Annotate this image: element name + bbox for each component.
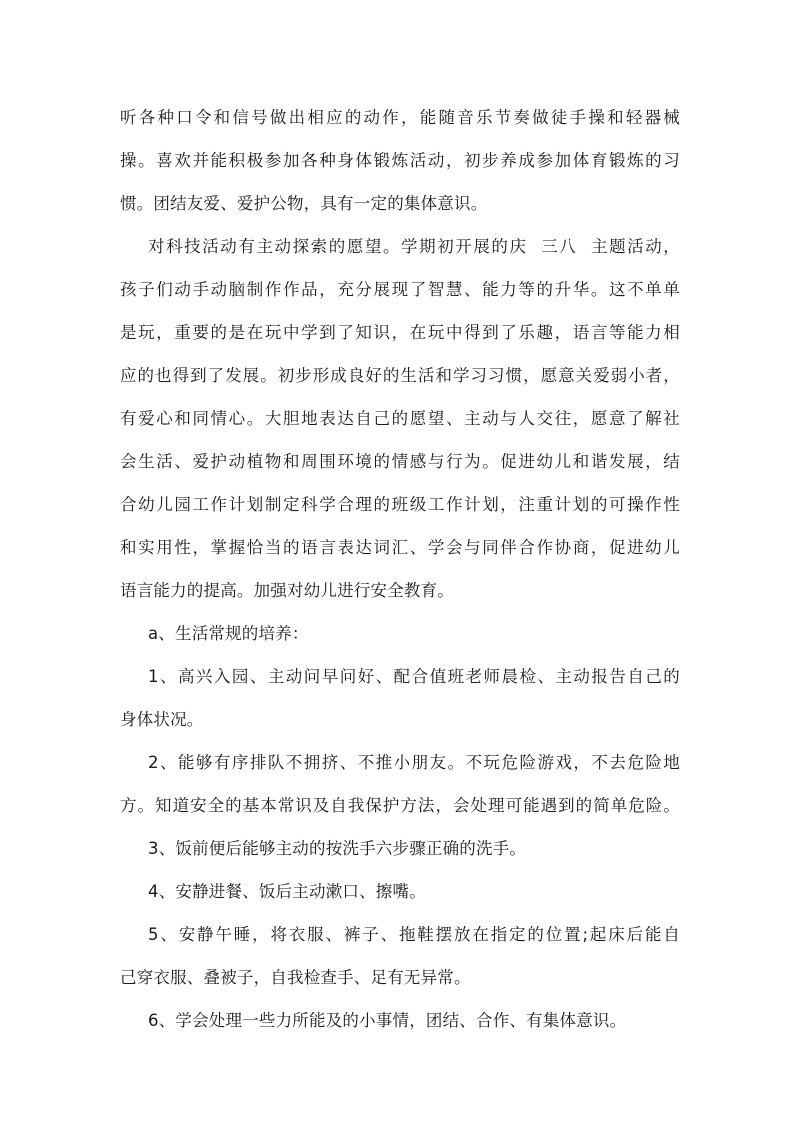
list-item-continuation: 己穿衣服、叠被子，自我检查手、足有无异常。 <box>120 968 471 987</box>
text-line: 语言能力的提高。加强对幼儿进行安全教育。 <box>120 581 454 600</box>
list-item: 6、学会处理一些力所能及的小事情，团结、合作、有集体意识。 <box>148 1011 627 1030</box>
section-heading: a、生活常规的培养： <box>148 624 309 643</box>
list-item: 2、能够有序排队不拥挤、不推小朋友。不玩危险游戏，不去危险地 <box>148 753 680 772</box>
text-line: 会生活、爱护动植物和周围环境的情感与行为。促进幼儿和谐发展，结 <box>120 452 680 471</box>
text-line: 有爱心和同情心。大胆地表达自己的愿望、主动与人交往，愿意了解社 <box>120 409 680 428</box>
text-line: 惯。团结友爱、爱护公物，具有一定的集体意识。 <box>120 194 488 213</box>
list-item: 4、安静进餐、饭后主动漱口、擦嘴。 <box>148 882 426 901</box>
text-line: 听各种口令和信号做出相应的动作，能随音乐节奏做徒手操和轻器械 <box>120 108 680 127</box>
text-line: 孩子们动手动脑制作作品，充分展现了智慧、能力等的升华。这不单单 <box>120 280 680 299</box>
text-line: 操。喜欢并能积极参加各种身体锻炼活动，初步养成参加体育锻炼的习 <box>120 151 680 170</box>
list-item: 3、饭前便后能够主动的按洗手六步骤正确的洗手。 <box>148 839 527 858</box>
text-line: 是玩，重要的是在玩中学到了知识，在玩中得到了乐趣，语言等能力相 <box>120 323 680 342</box>
text-line: 合幼儿园工作计划制定科学合理的班级工作计划，注重计划的可操作性 <box>120 495 680 514</box>
list-item: 1、高兴入园、主动问早问好、配合值班老师晨检、主动报告自己的 <box>148 667 680 686</box>
list-item-continuation: 方。知道安全的基本常识及自我保护方法，会处理可能遇到的简单危险。 <box>120 796 680 815</box>
text-line: 对科技活动有主动探索的愿望。学期初开展的庆 三八 主题活动， <box>148 237 680 256</box>
list-item-continuation: 身体状况。 <box>120 710 204 729</box>
list-item: 5、安静午睡，将衣服、裤子、拖鞋摆放在指定的位置;起床后能自 <box>148 925 680 944</box>
text-line: 和实用性，掌握恰当的语言表达词汇、学会与同伴合作协商，促进幼儿 <box>120 538 680 557</box>
text-line: 应的也得到了发展。初步形成良好的生活和学习习惯，愿意关爱弱小者， <box>120 366 680 385</box>
